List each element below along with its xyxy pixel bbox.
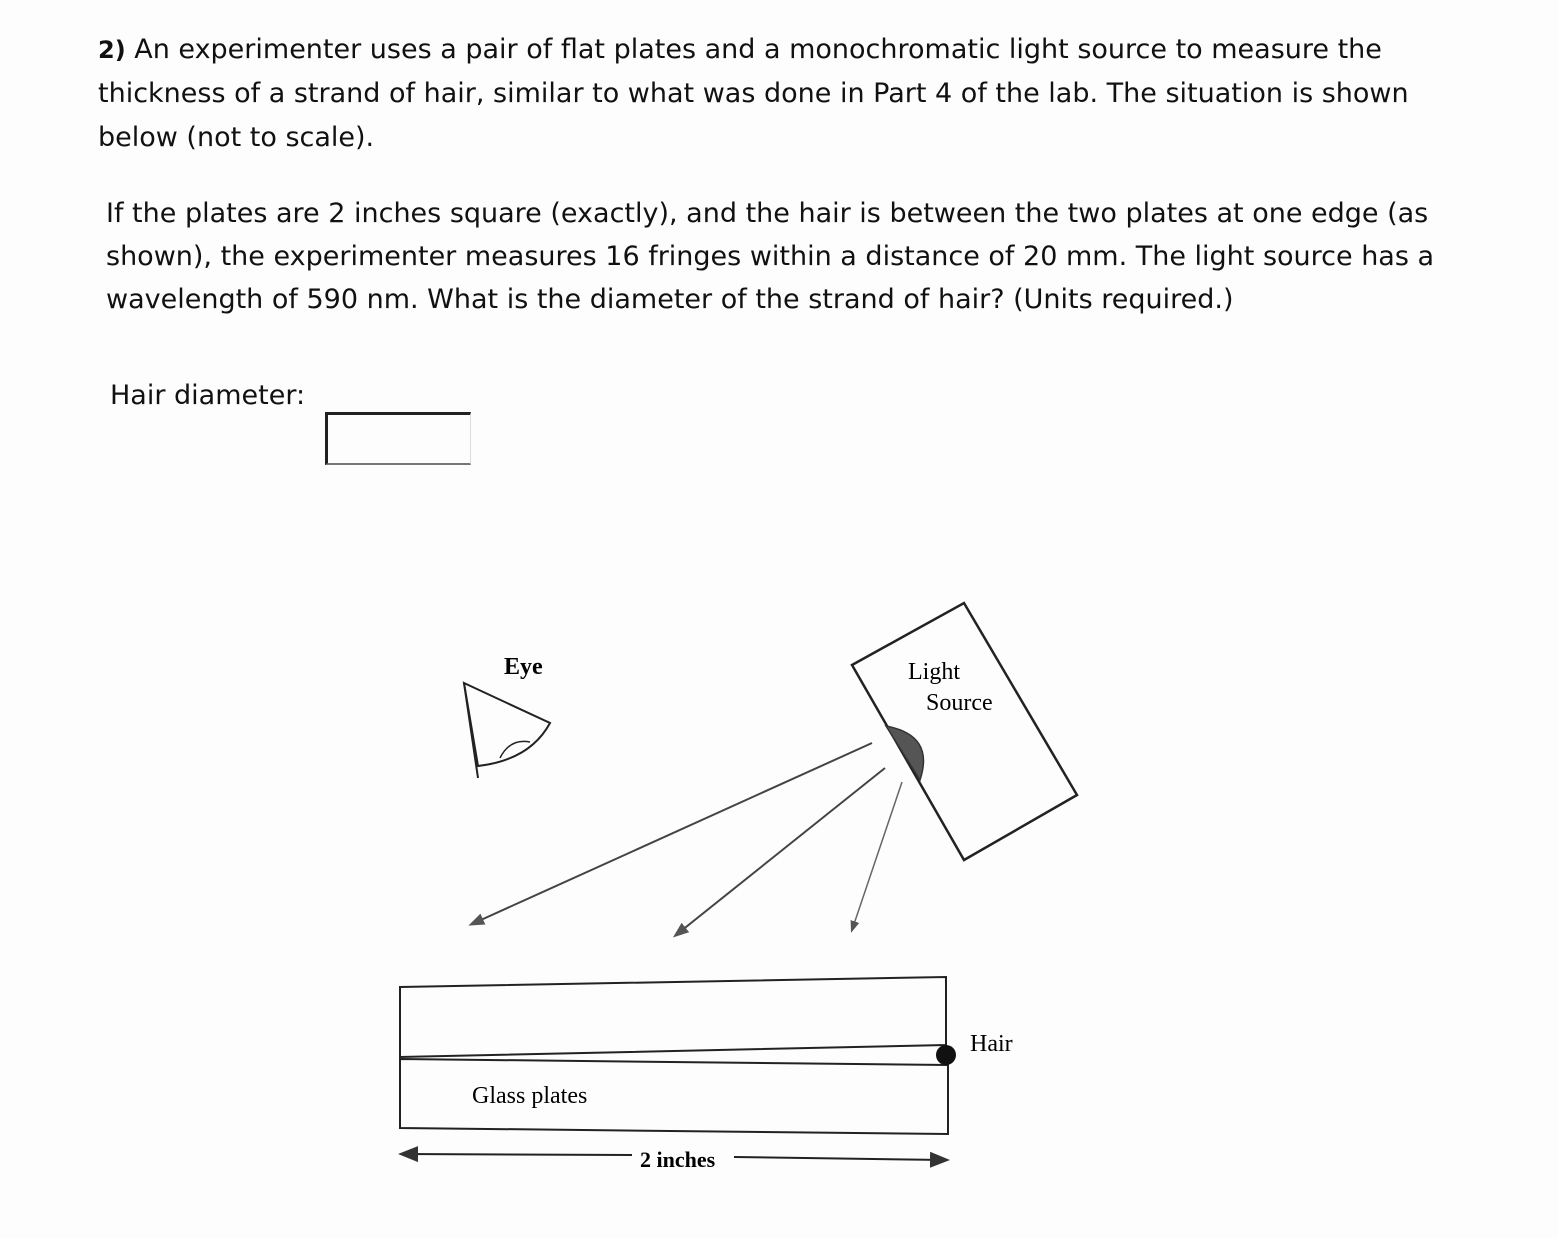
light-ray-2: [676, 768, 885, 935]
light-ray-3: [852, 782, 902, 930]
eye-label: Eye: [504, 654, 543, 680]
glass-plates: [400, 977, 948, 1134]
question-body: If the plates are 2 inches square (exactly), and the hair is between the two plates at one edge (as shown), the experimenter measures 16 fringes within a distance of 20 mm. The light source has a wavelength of 590 nm. What is the diameter of the strand of hair? (Units required.): [106, 198, 1435, 315]
eye-icon: [464, 683, 550, 778]
question-number: 2): [98, 36, 126, 64]
light-source: [852, 603, 1077, 860]
hair-label: Hair: [970, 1031, 1013, 1057]
question-intro-text: An experimenter uses a pair of flat plates and a monochromatic light source to measure the thickness of a strand of hair, similar to what was done in Part 4 of the lab. The situation is shown below (not to scale).: [98, 34, 1409, 153]
dimension-arrow-right: [734, 1157, 946, 1160]
dimension-label: 2 inches: [640, 1147, 716, 1172]
light-label-line1: Light: [908, 659, 960, 685]
hair-dot: [936, 1045, 956, 1065]
dimension-arrow-left: [402, 1154, 632, 1155]
light-ray-1: [472, 743, 872, 924]
answer-label: Hair diameter:: [110, 380, 306, 411]
glass-plates-label: Glass plates: [472, 1083, 588, 1109]
light-label-line2: Source: [926, 690, 993, 716]
